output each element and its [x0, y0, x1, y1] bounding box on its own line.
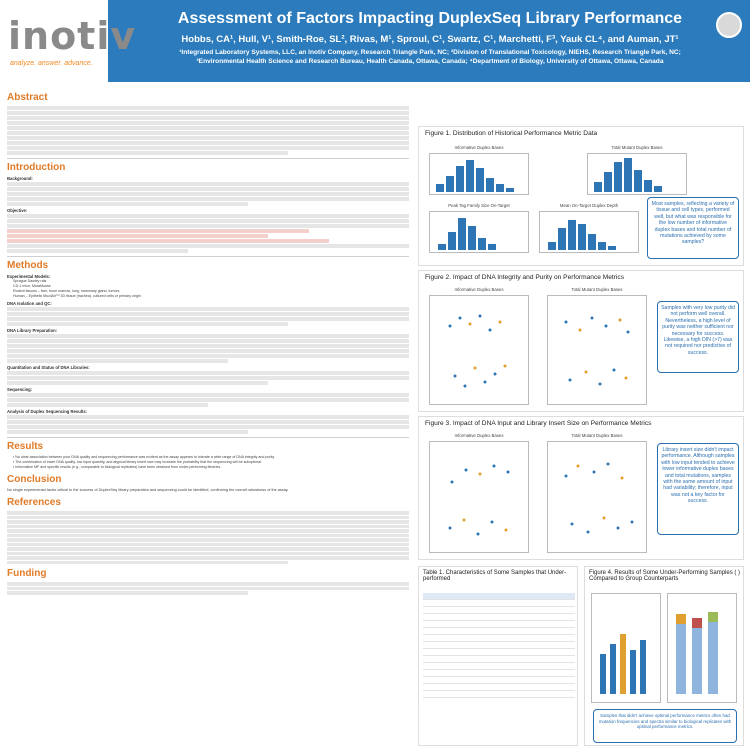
fig1-plot-d-title: Mean On-Target Duplex Depth	[559, 203, 619, 208]
objective-text-block	[7, 214, 409, 253]
affiliation-line-2: ³Environmental Health Science and Research Bureau, Health Canada, Ottawa, Canada; ⁴Department of Biology, University of Ottawa, Ottawa, Canada	[196, 58, 664, 65]
logo-panel	[0, 0, 137, 82]
result-item: ▪ No clear association between poor DNA quality and sequencing performance was evident as the assay appears to tolerate a wide range of DNA integrity and purity.	[13, 455, 275, 459]
sequencing-text	[7, 393, 409, 407]
table-1-title: Table 1. Characteristics of Some Samples that Under-performed	[423, 570, 567, 582]
poster-title: Assessment of Factors Impacting DuplexSeq Library Performance	[177, 10, 683, 27]
table-row	[423, 676, 575, 683]
poster-header	[0, 0, 750, 82]
fig3-scatter-b-points	[548, 442, 646, 552]
conclusion-heading: Conclusion	[7, 474, 62, 485]
methods-heading: Methods	[7, 260, 49, 271]
table-row	[423, 683, 575, 690]
fig1-histogram-a	[429, 153, 529, 195]
table-row	[423, 613, 575, 620]
fig1-histogram-d-bars	[540, 212, 638, 252]
fig2-callout: Samples with very low purity did not perform well overall. Nevertheless, a high level of purity was neither sufficient nor necessary for success. Likewise, a high DIN (>7) was not required nor predictive of success.	[657, 301, 739, 373]
affiliation-line-1: ¹Integrated Laboratory Systems, LLC, an Inotiv Company, Research Triangle Park, NC; ²Division of Translational Toxicology, NIEHS, Research Triangle Park, NC;	[179, 49, 681, 56]
fig3-scatter-a	[429, 441, 529, 553]
result-item: ▪ The combination of lower DNA quality, low input quantity, and atypical library insert size may increase the probability that the sequencing will be suboptimal.	[13, 460, 262, 464]
table-row	[423, 655, 575, 662]
fig4-plot-b	[667, 593, 737, 703]
table-row	[423, 599, 575, 606]
left-column	[7, 92, 409, 596]
fig1-histogram-b-bars	[588, 154, 686, 194]
affiliations	[120, 48, 740, 66]
result-item: ▪ Informative MF and specific results (e.g., comparable to biological replicates) have been obtained from under-performing libraries.	[13, 465, 222, 469]
fig2-scatter-b	[547, 295, 647, 405]
funding-heading: Funding	[7, 568, 47, 580]
divider	[7, 256, 409, 257]
model-item: Sprague Dawley rats	[13, 279, 47, 283]
fig3-scatter-a-points	[430, 442, 528, 552]
table-row	[423, 669, 575, 676]
abstract-heading: Abstract	[7, 92, 48, 103]
fig2-scatter-b-points	[548, 296, 646, 404]
fig1-histogram-d	[539, 211, 639, 253]
funding-text	[7, 582, 409, 595]
figure-2-title: Figure 2. Impact of DNA Integrity and Purity on Performance Metrics	[425, 274, 624, 281]
figure-4-panel	[584, 566, 744, 746]
figure-3-title: Figure 3. Impact of DNA Input and Library Insert Size on Performance Metrics	[425, 420, 652, 427]
table-row	[423, 627, 575, 634]
analysis-subheading: Analysis of Duplex Sequencing Results:	[7, 409, 88, 414]
background-subheading: Background:	[7, 176, 33, 181]
table-row	[423, 620, 575, 627]
fig1-plot-a-title: Informative Duplex Bases	[454, 145, 504, 150]
fig4-plot-a-marks	[592, 594, 660, 702]
objective-subheading: Objective:	[7, 208, 28, 213]
divider	[7, 158, 409, 159]
conclusion-text: No single experimental factor critical to the success of DuplexSeq library preparation and sequencing could be identified, confirming the overall robustness of the assay.	[7, 488, 289, 492]
library-prep-text	[7, 334, 409, 363]
table-row	[423, 641, 575, 648]
table-row	[423, 634, 575, 641]
fig2-plot-a-title: Informative Duplex Bases	[454, 287, 504, 292]
experimental-models-subheading: Experimental Models:	[7, 274, 51, 279]
result-text: The combination of lower DNA quality, low input quantity, and atypical library insert size may increase the probability that the sequencing will be suboptimal.	[15, 460, 262, 464]
author-list: Hobbs, CA¹, Hull, V¹, Smith-Roe, SL², Rivas, M¹, Sproul, C¹, Swartz, C¹, Marchetti, F³, Yauk CL⁴, and Auman, JT¹	[181, 34, 679, 45]
references-text	[7, 511, 409, 564]
result-text: No clear association between poor DNA quality and sequencing performance was evident as the assay appears to tolerate a wide range of DNA integrity and purity.	[15, 455, 275, 459]
quantitation-subheading: Quantitation and Status of DNA Libraries:	[7, 365, 90, 370]
figure-2-panel	[418, 270, 744, 412]
fig3-scatter-b	[547, 441, 647, 553]
table-1	[423, 593, 575, 698]
figure-1-title: Figure 1. Distribution of Historical Performance Metric Data	[425, 130, 598, 137]
fig2-plot-b-title: Total Mutant Duplex Bases	[571, 287, 623, 292]
fig4-plot-a	[591, 593, 661, 703]
table-row	[423, 690, 575, 697]
fig3-plot-a-title: Informative Duplex Bases	[454, 433, 504, 438]
results-heading: Results	[7, 441, 44, 452]
model-item: Human – Epithelix MucilAir™ 3D tissue (trachea), cultured cells or primary origin	[13, 294, 141, 298]
fig1-histogram-c-bars	[430, 212, 528, 252]
table-row	[423, 648, 575, 655]
dna-isolation-subheading: DNA Isolation and QC:	[7, 301, 52, 306]
dna-isolation-text	[7, 307, 409, 326]
references-heading: References	[7, 497, 61, 509]
figure-1-panel	[418, 126, 744, 266]
table-row	[423, 606, 575, 613]
table-row	[423, 662, 575, 669]
sequencing-subheading: Sequencing:	[7, 387, 33, 392]
model-item: Rodent tissues – liver, bone marrow, lung, mammary gland, tumors	[13, 289, 120, 293]
logo-tagline: analyze. answer. advance.	[10, 60, 93, 67]
fig2-scatter-a-points	[430, 296, 528, 404]
introduction-heading: Introduction	[7, 162, 66, 173]
result-text: Informative MF and specific results (e.g., comparable to biological replicates) have been obtained from under-performing libraries.	[15, 465, 222, 469]
conference-seal-icon	[716, 12, 742, 38]
fig1-histogram-b	[587, 153, 687, 195]
fig4-plot-b-marks	[668, 594, 736, 702]
fig1-histogram-a-bars	[430, 154, 528, 194]
fig1-callout: Most samples, reflecting a variety of tissue and cell types, performed well, but what was responsible for the low number of informative duplex bases and total number of mutations achieved by some samples?	[647, 197, 739, 259]
inotiv-logo: inotiv	[8, 14, 137, 58]
fig1-plot-b-title: Total Mutant Duplex Bases	[611, 145, 663, 150]
analysis-text	[7, 415, 409, 434]
fig3-callout: Library insert size didn't impact performance. Although samples with low input tended to achieve lower informative duplex bases and total mutations, samples with the same amount of input had variability; therefore, input was not a key factor for success.	[657, 443, 739, 535]
abstract-text-block	[7, 106, 409, 155]
figure-3-panel	[418, 416, 744, 560]
figure-4-title: Figure 4. Results of Some Under-Performing Samples ( ) Compared to Group Counterparts	[589, 570, 741, 582]
fig2-scatter-a	[429, 295, 529, 405]
table-1-panel	[418, 566, 578, 746]
library-prep-subheading: DNA Library Preparation:	[7, 328, 58, 333]
fig3-plot-b-title: Total Mutant Duplex Bases	[571, 433, 623, 438]
model-item: CD-1 mice, MutaMouse	[13, 284, 51, 288]
fig1-plot-c-title: Peak Tag Family Size On-Target	[448, 203, 510, 208]
background-text-block	[7, 182, 409, 206]
fig4-callout: Samples that didn't achieve optimal performance metrics often had mutation frequencies and spectra similar to biological replicates with optimal performance metrics.	[593, 709, 737, 743]
divider	[7, 437, 409, 438]
fig1-histogram-c	[429, 211, 529, 253]
quantitation-text	[7, 371, 409, 385]
